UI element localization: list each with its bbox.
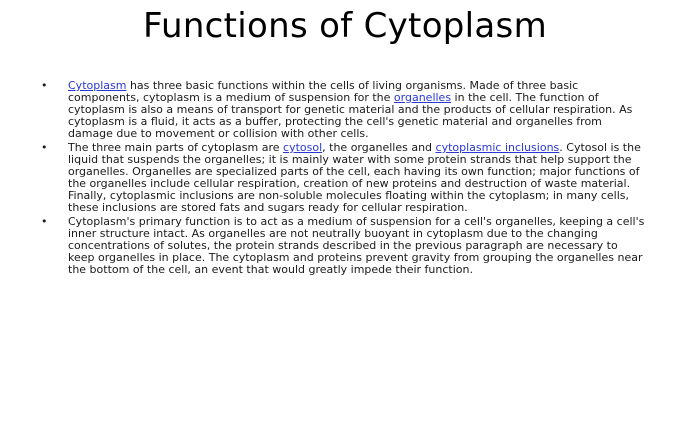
bullet-text: . Cytosol is the liquid that suspends the organelles; it is mainly water with some protein strands that help support the organelles. Organelles are specialized parts of the cell, each having its own function; major functions of the organelles include cellular respiration, creation of new proteins and destruction of waste material. Finally, cytoplasmic inclusions are non-soluble molecules floating within the cytoplasm; in many cells, these inclusions are stored fats and sugars ready for cellular respiration. bbox=[68, 141, 641, 214]
bullet-text: Cytoplasm's primary function is to act as a medium of suspension for a cell's organelles, keeping a cell's inner structure intact. As organelles are not neutrally buoyant in cytoplasm due to the changing concentrations of solutes, the protein strands described in the previous paragraph are necessary to keep organelles in place. The cytoplasm and proteins prevent gravity from grouping the organelles near the bottom of the cell, an event that would greatly impede their function. bbox=[68, 215, 645, 276]
bullet-item-1 bbox=[41, 80, 646, 140]
bullet-text: in the cell. The function of cytoplasm is also a means of transport for genetic material and the products of cellular respiration. As cytoplasm is a fluid, it acts as a buffer, protecting the cell's genetic material and organelles from damage due to movement or collision with other cells. bbox=[68, 91, 633, 140]
bullet-marker: • bbox=[41, 79, 48, 92]
link-cytoplasmic-inclusions[interactable]: cytoplasmic inclusions bbox=[435, 141, 560, 154]
slide-title: Functions of Cytoplasm bbox=[142, 6, 547, 46]
link-organelles[interactable]: organelles bbox=[393, 91, 452, 104]
link-cytosol[interactable]: cytosol bbox=[283, 141, 323, 154]
bullet-item-2 bbox=[41, 142, 646, 214]
bullet-text: has three basic functions within the cells of living organisms. Made of three basic components, cytoplasm is a medium of suspension for the bbox=[68, 79, 579, 104]
bullet-text: The three main parts of cytoplasm are bbox=[68, 141, 284, 154]
bullet-text: , the organelles and bbox=[322, 141, 436, 154]
bullet-item-3 bbox=[41, 216, 646, 276]
bullet-list bbox=[41, 80, 646, 278]
link-cytoplasm[interactable]: Cytoplasm bbox=[68, 79, 127, 92]
bullet-marker: • bbox=[41, 215, 48, 228]
bullet-marker: • bbox=[41, 141, 48, 154]
